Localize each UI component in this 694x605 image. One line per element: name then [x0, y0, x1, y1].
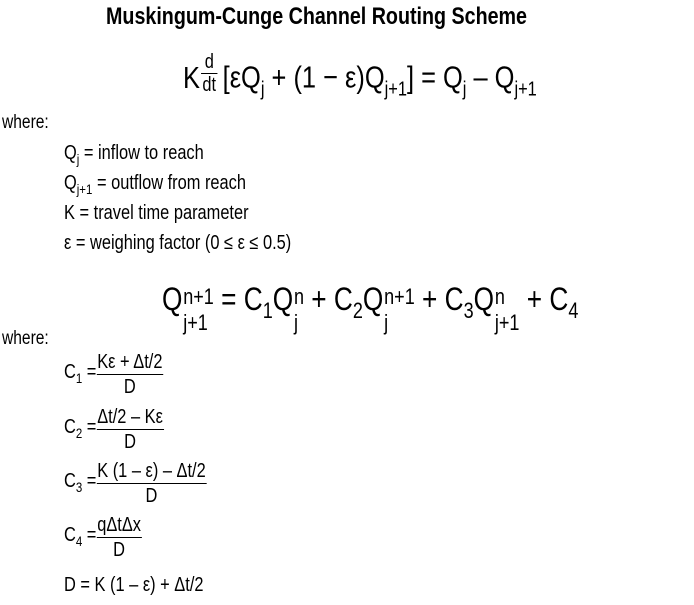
routing-equation: K $\frac{d}{dt}$ $[\varepsilon Q_j + (1 - \varepsilon)Q_{j+1}] = Q_j - Q_{j+1}$: [183, 51, 537, 101]
definition-epsilon: ε = weighing factor (0 ≤ ε ≤ 0.5): [64, 232, 292, 254]
where-label-1: where:: [2, 112, 49, 133]
where-label-2: where:: [2, 328, 49, 349]
page-title: Muskingum-Cunge Channel Routing Scheme: [106, 3, 527, 30]
c2-fraction: $\frac{\Delta t/2 - K\varepsilon}{D}$: [97, 406, 163, 453]
coefficient-c4: $C_4$ = $\frac{\text{qΔtΔx}}{D}$: [64, 514, 142, 561]
definition-qj: $Q_j$ = inflow to reach: [64, 142, 204, 167]
eq1-k: K: [183, 59, 200, 95]
discrete-equation: Q n+1 j+1 = $C_1Q$ n j + $C_2Q$ n+1 j + $C_3Q$ n j+1 + $C_4$: [162, 281, 579, 335]
c4-fraction: $\frac{\text{qΔtΔx}}{D}$: [97, 514, 142, 561]
coefficient-c2: $C_2$ = $\frac{\Delta t/2 - K\varepsilon}{D}$: [64, 406, 163, 453]
coefficient-c1: $C_1$ = $\frac{K\varepsilon + \Delta t/2}{D}$: [64, 351, 163, 398]
definition-qj1: $Q_{j+1}$ = outflow from reach: [64, 172, 247, 197]
definition-k: K = travel time parameter: [64, 202, 249, 224]
c1-fraction: $\frac{K\varepsilon + \Delta t/2}{D}$: [97, 351, 163, 398]
coefficient-c3: $C_3$ = $\frac{K (1 - \varepsilon) - \Delta t/2}{D}$: [64, 460, 206, 507]
d-definition: D = K (1 – ε) + Δt/2: [64, 574, 204, 596]
derivative-fraction: $\frac{d}{dt}$: [202, 51, 217, 96]
c3-fraction: $\frac{K (1 - \varepsilon) - \Delta t/2}{D}$: [97, 460, 206, 507]
